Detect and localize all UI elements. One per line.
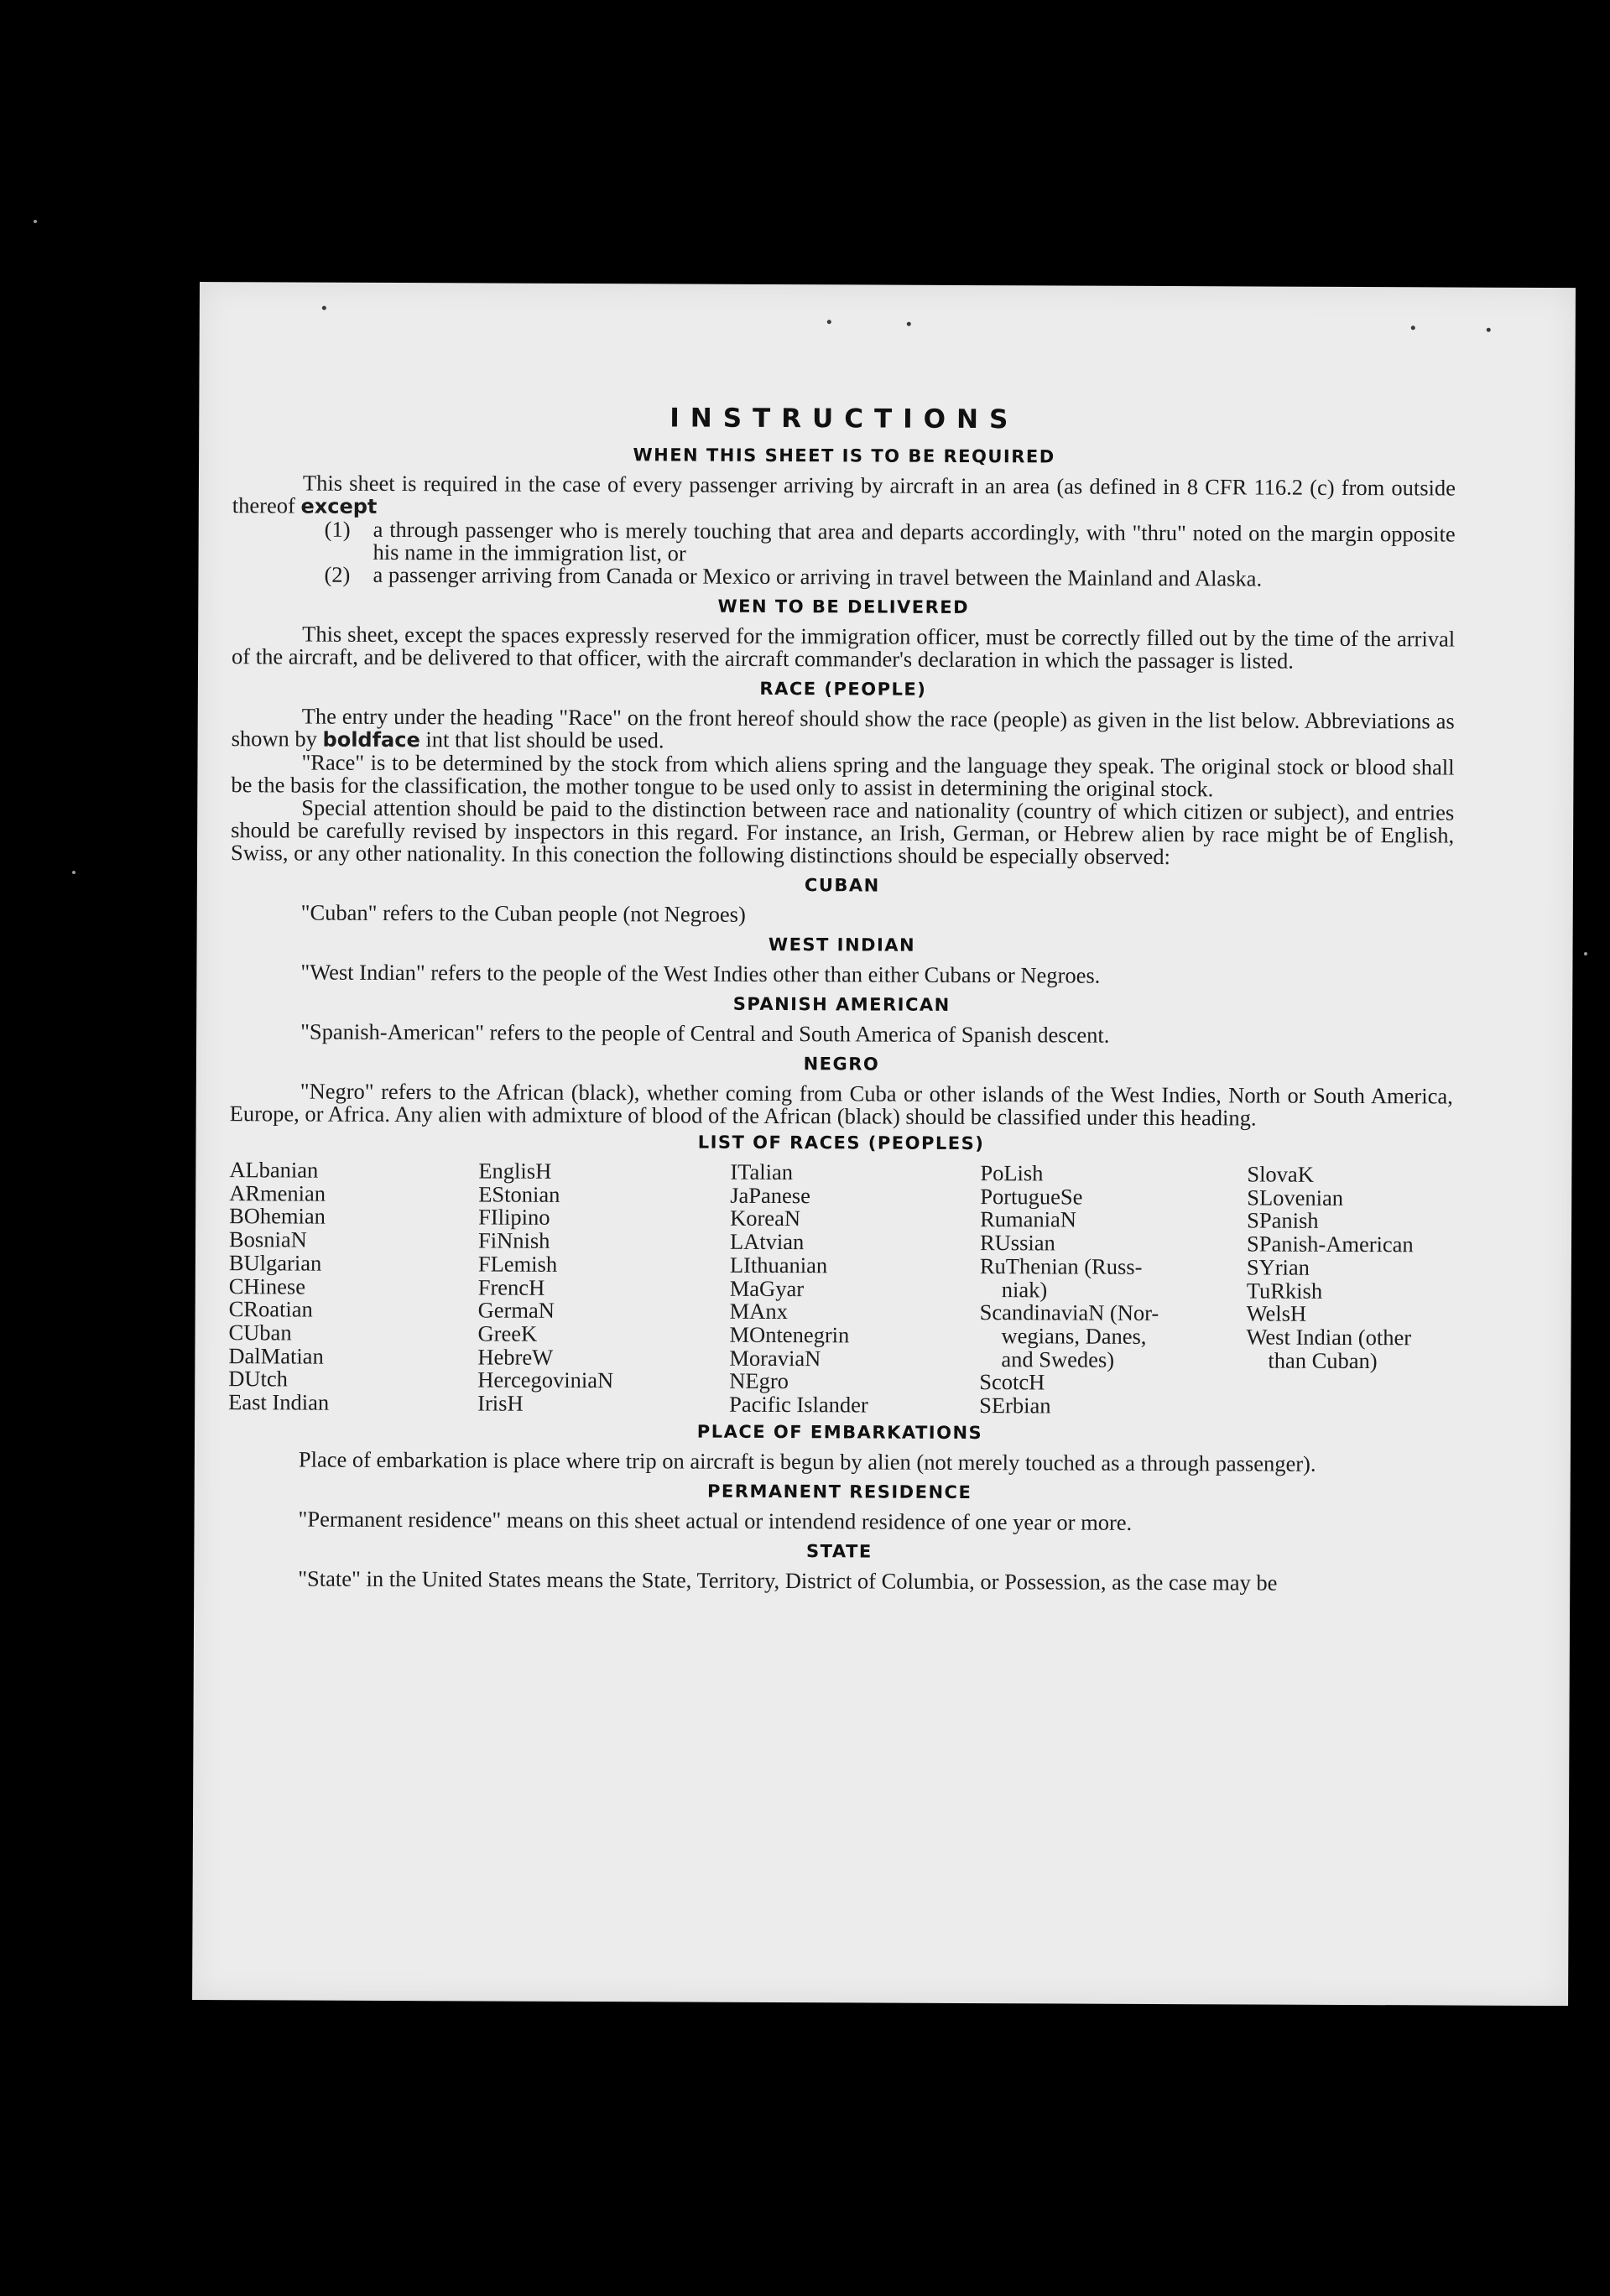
races-column-2 — [477, 1159, 730, 1416]
race-entry: MAnx — [729, 1298, 788, 1325]
races-table — [228, 1158, 1452, 1419]
race-entry: DUtch — [228, 1366, 289, 1392]
race-entry: East Indian — [228, 1389, 330, 1415]
heading-when-required: WHEN THIS SHEET IS TO BE REQUIRED — [633, 445, 1055, 467]
race-entry: Pacific Islander — [729, 1391, 868, 1418]
race-entry: SPanish-American — [1246, 1231, 1414, 1257]
race-entry: HebreW — [477, 1344, 554, 1370]
heading-state: STATE — [806, 1540, 873, 1562]
race-entry: FiNnish — [477, 1227, 550, 1253]
race-entry: ScotcH — [979, 1369, 1045, 1395]
race-entry: IrisH — [477, 1390, 524, 1416]
heading-cuban: CUBAN — [804, 875, 880, 896]
when-required-intro: This sheet is required in the case of every passenger arriving by aircraft in an area (as defined in 8 CFR 116.2 (c) from outside thereof — [232, 470, 1456, 518]
cuban-paragraph: "Cuban" refers to the Cuban people (not Negroes) — [300, 899, 746, 927]
document-sheet — [192, 282, 1576, 2006]
race-entry: SlovaK — [1247, 1161, 1314, 1187]
races-column-1 — [228, 1158, 478, 1415]
race-entry: niak) — [1001, 1276, 1048, 1302]
race-entry: BOhemian — [229, 1203, 326, 1230]
race-entry: ARmenian — [229, 1179, 326, 1206]
exception-item-1 — [232, 518, 1456, 568]
race-entry: WelsH — [1246, 1300, 1307, 1326]
race-entry: FIlipino — [478, 1204, 550, 1231]
exception-number: (1) — [324, 516, 351, 542]
race-entry: ITalian — [730, 1158, 794, 1185]
race-entry: EStonian — [478, 1181, 560, 1207]
scan-speck — [1584, 952, 1587, 955]
page-title: INSTRUCTIONS — [670, 403, 1019, 435]
race-entry: SYrian — [1246, 1254, 1310, 1280]
heading-negro: NEGRO — [803, 1054, 880, 1075]
race-p1-after: int that list should be used. — [425, 726, 664, 753]
instructions-content — [227, 401, 1456, 1595]
race-entry: MoraviaN — [729, 1345, 821, 1371]
race-entry: MaGyar — [729, 1275, 805, 1301]
race-entry: HercegoviniaN — [477, 1367, 614, 1393]
scan-dot — [1487, 328, 1491, 332]
race-entry: DalMatian — [228, 1342, 324, 1369]
scan-dot — [1411, 325, 1415, 330]
scan-dot — [907, 322, 911, 326]
race-entry: wegians, Danes, — [1001, 1323, 1147, 1349]
embarkation-paragraph: Place of embarkation is place where trip on aircraft is begun by alien (not merely touched as a through passenger). — [298, 1446, 1316, 1476]
residence-paragraph: "Permanent residence" means on this sheet actual or intendend residence of one year or more. — [298, 1506, 1133, 1535]
races-column-4 — [979, 1162, 1247, 1419]
race-entry: EnglisH — [478, 1158, 552, 1184]
race-entry: JaPanese — [730, 1182, 810, 1208]
race-entry: MOntenegrin — [729, 1321, 850, 1348]
scan-speck — [34, 220, 37, 223]
race-entry: ScandinaviaN (Nor- — [979, 1299, 1159, 1326]
race-paragraph-3: Special attention should be paid to the distinction between race and nationality (country of which citizen or subject), and entries should be carefully revised by inspectors in this regard. For instance, an Irish, German, or Hebrew alien by race might be of English, Swiss, or any other nationality. In this conection the following distinctions should be especially observed: — [230, 794, 1455, 870]
when-delivered-paragraph: This sheet, except the spaces expressly reserved for the immigration officer, must be correctly filled out by the time of the arrival of the aircraft, and be delivered to that officer, with the aircraft commander's declaration in which the passager is listed. — [231, 621, 1456, 674]
exception-number: (2) — [324, 561, 351, 587]
race-entry: SErbian — [979, 1393, 1051, 1419]
race-entry: NEgro — [729, 1368, 789, 1394]
except-emphasis: except — [300, 494, 378, 518]
race-entry: ALbanian — [229, 1157, 319, 1183]
heading-spanish-american: SPANISH AMERICAN — [732, 993, 951, 1015]
race-entry: West Indian (other — [1246, 1324, 1412, 1351]
race-entry: GermaN — [477, 1297, 555, 1324]
race-entry: LAtvian — [729, 1228, 805, 1255]
race-p1-before: The entry under the heading "Race" on the front hereof should show the race (people) as given in the list below. Abbreviations as shown by — [231, 703, 1455, 752]
scan-dot — [322, 306, 326, 310]
races-column-3 — [729, 1158, 980, 1418]
race-entry: and Swedes) — [1001, 1346, 1115, 1372]
heading-list-of-races: LIST OF RACES (PEOPLES) — [697, 1132, 985, 1154]
west-indian-paragraph: "West Indian" refers to the people of the West Indies other than either Cubans or Negroes. — [300, 959, 1101, 988]
race-entry: GreeK — [477, 1320, 538, 1346]
heading-when-delivered: WEN TO BE DELIVERED — [717, 596, 970, 618]
race-entry: SLovenian — [1247, 1184, 1344, 1210]
race-entry: FrencH — [477, 1273, 545, 1300]
spanish-american-paragraph: "Spanish-American" refers to the people of Central and South America of Spanish descent. — [300, 1018, 1110, 1048]
race-paragraph-2: "Race" is to be determined by the stock from which aliens spring and the language they speak. The original stock or blood shall be the basis for the classification, the mother tongue to be used only to assist in determining the original stock. — [231, 749, 1455, 802]
race-entry: BosniaN — [228, 1226, 307, 1252]
race-entry: LIthuanian — [729, 1252, 828, 1278]
heading-permanent-residence: PERMANENT RESIDENCE — [707, 1481, 972, 1502]
race-entry: TuRkish — [1246, 1277, 1323, 1304]
race-entry: RuThenian (Russ- — [979, 1252, 1143, 1279]
boldface-emphasis: boldface — [322, 727, 420, 752]
when-required-paragraph — [232, 471, 1456, 523]
negro-paragraph: "Negro" refers to the African (black), whether coming from Cuba or other islands of the West Indies, North or South America, Europe, or Africa. Any alien with admixture of blood of the African (black) should be classified under this heading. — [229, 1078, 1453, 1131]
heading-race: RACE (PEOPLE) — [759, 678, 927, 700]
race-entry: PortugueSe — [980, 1183, 1083, 1210]
race-paragraph-1 — [232, 705, 1455, 756]
race-entry: BUlgarian — [228, 1249, 322, 1276]
exception-item-2 — [232, 563, 1455, 591]
race-entry: CUban — [228, 1320, 292, 1346]
state-paragraph: "State" in the United States means the State, Territory, District of Columbia, or Possession, as the case may be — [298, 1565, 1278, 1596]
scan-speck — [72, 871, 76, 874]
race-entry: SPanish — [1247, 1207, 1319, 1234]
heading-west-indian: WEST INDIAN — [768, 934, 916, 955]
race-entry: FLemish — [477, 1251, 558, 1277]
race-entry: CRoatian — [228, 1296, 313, 1322]
exception-text: a through passenger who is merely touching that area and departs accordingly, with "thru" noted on the margin opposite his name in the immigration list, or — [373, 516, 1456, 566]
race-entry: PoLish — [980, 1160, 1044, 1186]
heading-place-of-embarkation: PLACE OF EMBARKATIONS — [696, 1421, 983, 1443]
race-entry: RumaniaN — [980, 1206, 1077, 1232]
race-entry: than Cuban) — [1268, 1347, 1378, 1373]
exception-text: a passenger arriving from Canada or Mexico or arriving in travel between the Mainland and Alaska. — [373, 561, 1263, 591]
race-entry: CHinese — [228, 1273, 306, 1299]
scan-dot — [827, 320, 831, 324]
race-entry: KoreaN — [730, 1205, 801, 1231]
races-column-5 — [1246, 1163, 1452, 1419]
race-entry: RUssian — [979, 1230, 1055, 1256]
